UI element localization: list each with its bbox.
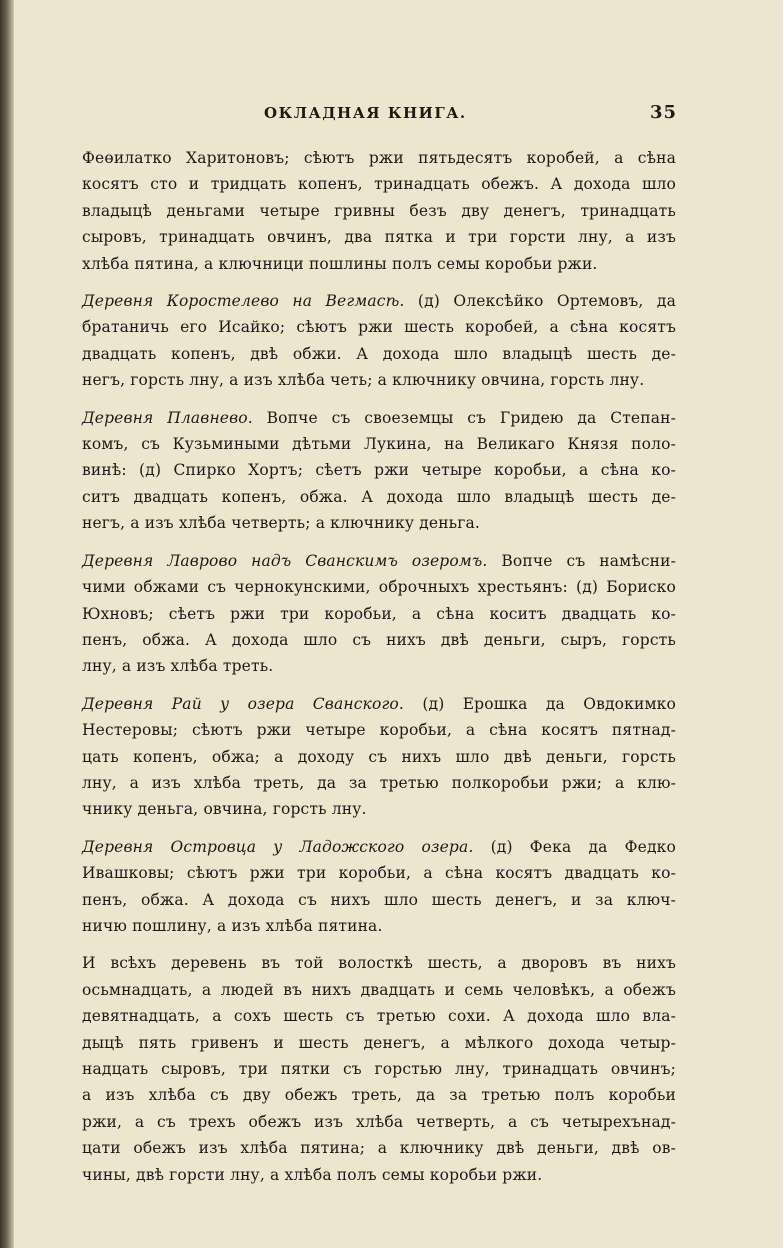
text-line: сыровъ, тринадцать овчинъ, два пятка и три горсти лну, а изъ	[82, 228, 676, 247]
text-line: цати обежъ изъ хлѣба пятина; а ключнику двѣ деньги, двѣ ов-	[82, 1139, 676, 1158]
text-line: негъ, горсть лну, а изъ хлѣба четь; а ключнику овчина, горсть лну.	[82, 371, 645, 390]
text-line: надцать сыровъ, три пятки съ горстью лну, тринадцать овчинъ;	[82, 1060, 676, 1078]
place-name: Деревня Плавнево.	[82, 408, 253, 427]
text-fragment: (д) Фека да Федко	[473, 837, 676, 856]
paragraph-1	[82, 145, 676, 277]
text-line: а изъ хлѣба съ дву обежъ треть, да за третью полъ коробьи	[82, 1086, 676, 1105]
text-line: пенъ, обжа. А дохода шло съ нихъ двѣ деньги, сыръ, горсть	[82, 630, 676, 649]
text-line: чнику деньга, овчина, горсть лну.	[82, 800, 367, 819]
text-line: Феөилатко Харитоновъ; сѣютъ ржи пятьдесятъ коробей, а сѣна	[82, 149, 676, 167]
text-line: винѣ: (д) Спирко Хортъ; сѣетъ ржи четыре коробьи, а сѣна ко-	[82, 461, 676, 480]
text-line: Нестеровы; сѣютъ ржи четыре коробьи, а сѣна косятъ пятнад-	[82, 721, 676, 740]
text-line	[82, 548, 676, 574]
text-line: осьмнадцать, а людей въ нихъ двадцать и семь человѣкъ, а обежъ	[82, 980, 676, 999]
place-name: Деревня Лаврово надъ Сванскимъ озеромъ.	[82, 551, 488, 570]
text-line: девятнадцать, а сохъ шесть съ третью сохи. А дохода шло вла-	[82, 1007, 676, 1026]
place-name: Деревня Островца у Ладожского озера.	[82, 837, 474, 856]
text-line: дыцѣ пять гривенъ и шесть денегъ, а мѣлкого дохода четыр-	[82, 1033, 676, 1052]
text-line: Юхновъ; сѣетъ ржи три коробьи, а сѣна коситъ двадцать ко-	[82, 604, 676, 623]
paragraph-6	[82, 834, 676, 940]
text-line: ничю пошлину, а изъ хлѣба пятина.	[82, 916, 383, 935]
page-number: 35	[650, 102, 678, 123]
text-line: пенъ, обжа. А дохода съ нихъ шло шесть денегъ, и за ключ-	[82, 890, 676, 909]
text-line: комъ, съ Кузьмиными дѣтьми Лукина, на Великаго Князя поло-	[82, 435, 676, 454]
place-name: Деревня Коростелево на Вегмасѣ.	[82, 292, 405, 311]
paragraph-5	[82, 691, 676, 823]
text-line: И всѣхъ деревень въ той волосткѣ шесть, а дворовъ въ нихъ	[82, 954, 676, 973]
text-line	[82, 288, 676, 314]
text-line: двадцать копенъ, двѣ обжи. А дохода шло владыцѣ шесть де-	[82, 344, 676, 363]
text-line: чины, двѣ горсти лну, а хлѣба полъ семы коробьи ржи.	[82, 1165, 543, 1184]
paragraph-2	[82, 288, 676, 394]
text-line: косятъ сто и тридцать копенъ, тринадцать обежъ. А дохода шло	[82, 175, 676, 194]
text-fragment: Вопче съ намѣсни-	[487, 551, 676, 570]
text-line: чими обжами съ чернокунскими, оброчныхъ хрестьянъ: (д) Бориско	[82, 578, 676, 597]
text-line	[82, 691, 676, 717]
text-line: лну, а изъ хлѣба треть, да за третью полкоробьи ржи; а клю-	[82, 773, 676, 792]
text-fragment: (д) Ерошка да Овдокимко	[404, 694, 677, 713]
text-line: Ивашковы; сѣютъ ржи три коробьи, а сѣна косятъ двадцать ко-	[82, 864, 676, 883]
text-line: ржи, а съ трехъ обежъ изъ хлѣба четверть, а съ четырехънад-	[82, 1112, 676, 1131]
place-name: Деревня Рай у озера Сванского.	[82, 694, 404, 713]
text-fragment: (д) Олексѣйко Ортемовъ, да	[404, 292, 676, 311]
text-line: хлѣба пятина, а ключници пошлины полъ семы коробьи ржи.	[82, 254, 598, 273]
text-line: ситъ двадцать копенъ, обжа. А дохода шло владыцѣ шесть де-	[82, 487, 676, 506]
text-line	[82, 834, 676, 860]
text-line: негъ, а изъ хлѣба четверть; а ключнику деньга.	[82, 514, 481, 533]
running-title: ОКЛАДНАЯ КНИГА.	[264, 104, 467, 122]
text-line: братаничь его Исайко; сѣютъ ржи шесть коробей, а сѣна косятъ	[82, 318, 676, 337]
paragraph-4	[82, 548, 676, 680]
body-text	[82, 145, 676, 1199]
text-line: лну, а изъ хлѣба треть.	[82, 657, 274, 676]
paragraph-7-summary	[82, 950, 676, 1188]
text-line	[82, 405, 676, 431]
text-fragment: Вопче съ своеземцы съ Гридею да Степан-	[252, 408, 676, 427]
text-line: владыцѣ деньгами четыре гривны безъ дву денегъ, тринадцать	[82, 201, 676, 220]
paragraph-3	[82, 405, 676, 537]
text-line: цать копенъ, обжа; а доходу съ нихъ шло двѣ деньги, горсть	[82, 747, 676, 766]
